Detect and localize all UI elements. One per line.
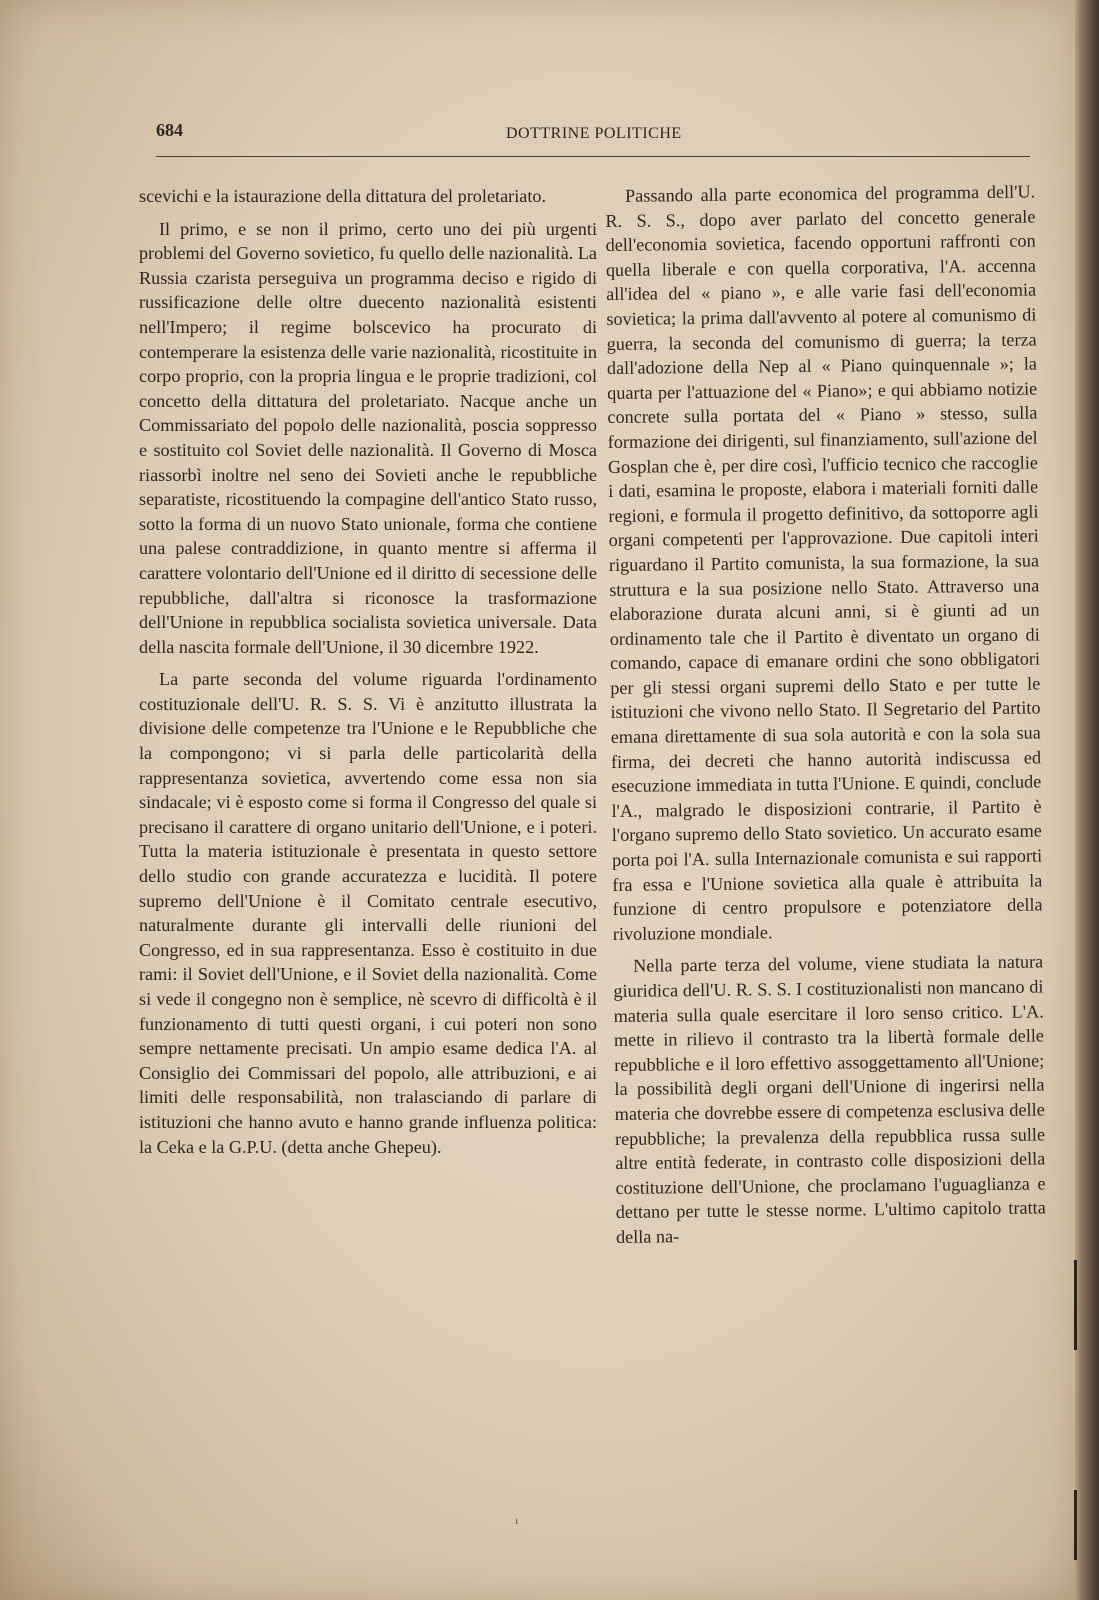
binding-mark <box>1074 1260 1077 1350</box>
paragraph: scevichi e la istaurazione della dittatura del proletariato. <box>139 186 547 206</box>
left-column <box>139 184 597 1167</box>
paragraph: Il primo, e se non il primo, certo uno dei più urgenti problemi del Governo sovietico, fu quello delle nazionalità. La Russia czarista perseguiva un programma deciso e rigido di russificazione delle oltre duecento nazionalità esistenti nell'Impero; il regime bolscevico ha procurato di contemperare la esistenza delle varie nazionalità, ricostituite in corpo proprio, con la propria lingua e le proprie tradizioni, col concetto della dittatura del proletariato. Nacque anche un Commissariato del popolo delle nazionalità, poscia soppresso e sostituito col Soviet delle nazionalità. Il Governo di Mosca riassorbì inoltre nel seno dei Sovieti anche le repubbliche separatiste, ricostituendo la compagine dell'antico Stato russo, sotto la forma di un nuovo Stato unionale, forma che contiene una palese contraddizione, in quanto mentre si afferma il carattere volontario dell'Unione ed il diritto di secessione delle repubbliche, dall'altra si riconosce la trasformazione dell'Unione in repubblica socialista sovietica universale. Data della nascita formale dell'Unione, il 30 dicembre 1922. <box>139 218 597 657</box>
binding-mark <box>1074 1490 1077 1560</box>
paragraph: Nella parte terza del volume, viene studiata la natura giuridica dell'U. R. S. S. I costituzionalisti non mancano di materia sulla quale esercitare il loro senso critico. L'A. mette in rilievo il contrasto tra la libertà formale delle repubbliche e il loro effettivo assoggettamento all'Unione; la possibilità degli organi dell'Unione di ingerirsi nella materia che dovrebbe essere di competenza esclusiva delle repubbliche; la prevalenza della repubblica russa sulle altre entità federate, in contrasto colle disposizioni della costituzione dell'Unione, che proclamano l'uguaglianza e dettano per tutte le stesse norme. L'ultimo capitolo tratta della na- <box>613 951 1046 1247</box>
paragraph: La parte seconda del volume riguarda l'ordinamento costituzionale dell'U. R. S. S. Vi è anzitutto illustrata la divisione delle competenze tra l'Unione e le Repubbliche che la compongono; vi si parla delle particolarità della rappresentanza sovietica, avvertendo come essa non sia sindacale; vi è esposto come si forma il Congresso del quale si precisano il carattere di organo unitario dell'Unione, e i poteri. Tutta la materia istituzionale è presentata in questo settore dello studio con grande accuratezza e lucidità. Il potere supremo dell'Unione è il Comitato centrale esecutivo, naturalmente durante gli intervalli delle riunioni del Congresso, ed in sua rappresentanza. Esso è costituito in due rami: il Soviet dell'Unione, e il Soviet della nazionalità. Come si vede il congegno non è semplice, nè scevro di difficoltà è il funzionamento di tutti questi organi, i cui poteri non sono sempre nettamente precisati. Un ampio esame dedica l'A. al Consiglio dei Commissari del popolo, alle attribuzioni, e ai limiti delle responsabilità, non tralasciando di parlare di istituzioni che hanno avuto e hanno grande influenza politica: la Ceka e la G.P.U. (detta anche Ghepeu). <box>139 669 597 1157</box>
right-column <box>605 179 1046 1257</box>
paragraph: Passando alla parte economica del programma dell'U. R. S. S., dopo aver parlato del concetto generale dell'economia sovietica, facendo opportuni raffronti con quella liberale e con quella corporativa, l'A. accenna all'idea del « piano », e alle varie fasi dell'economia sovietica; la prima dall'avvento al potere al comunismo di guerra, la seconda del comunismo di guerra; la terza dall'adozione della Nep al « Piano quinquennale »; la quarta per l'attuazione del « Piano»; e qui abbiamo notizie concrete sulla portata del « Piano » stesso, sulla formazione dei dirigenti, sul finanziamento, sull'azione del Gosplan che è, per dire così, l'ufficio tecnico che raccoglie i dati, esamina le proposte, elabora i materiali forniti dalle regioni, e formula il progetto definitivo, da sottoporre agli organi competenti per l'approvazione. Due capitoli interi riguardano il Partito comunista, la sua formazione, la sua struttura e la sua posizione nello Stato. Attraverso una elaborazione durata alcuni anni, si è giunti ad un ordinamento tale che il Partito è diventato un organo di comando, capace di emanare ordini che sono obbligatori per gli stessi organi supremi dello Stato e per tutte le istituzioni che vivono nello Stato. Il Segretario del Partito emana direttamente di sua sola autorità e con la sola sua firma, dei decreti che hanno autorità indiscussa ed esecuzione immediata in tutta l'Unione. E quindi, conclude l'A., malgrado le disposizioni contrarie, il Partito è l'organo supremo dello Stato sovietico. Un accurato esame porta poi l'A. sulla Internazionale comunista e sui rapporti fra essa e l'Unione sovietica alla quale è attribuita la funzione di centro propulsore e potenziatore della rivoluzione mondiale. <box>605 181 1043 944</box>
page-number: 684 <box>156 120 183 140</box>
page-header <box>156 116 1030 157</box>
footer-mark: ı <box>515 1513 519 1527</box>
running-head: DOTTRINE POLITICHE <box>506 125 682 142</box>
page-edge-shadow <box>1075 0 1099 1600</box>
